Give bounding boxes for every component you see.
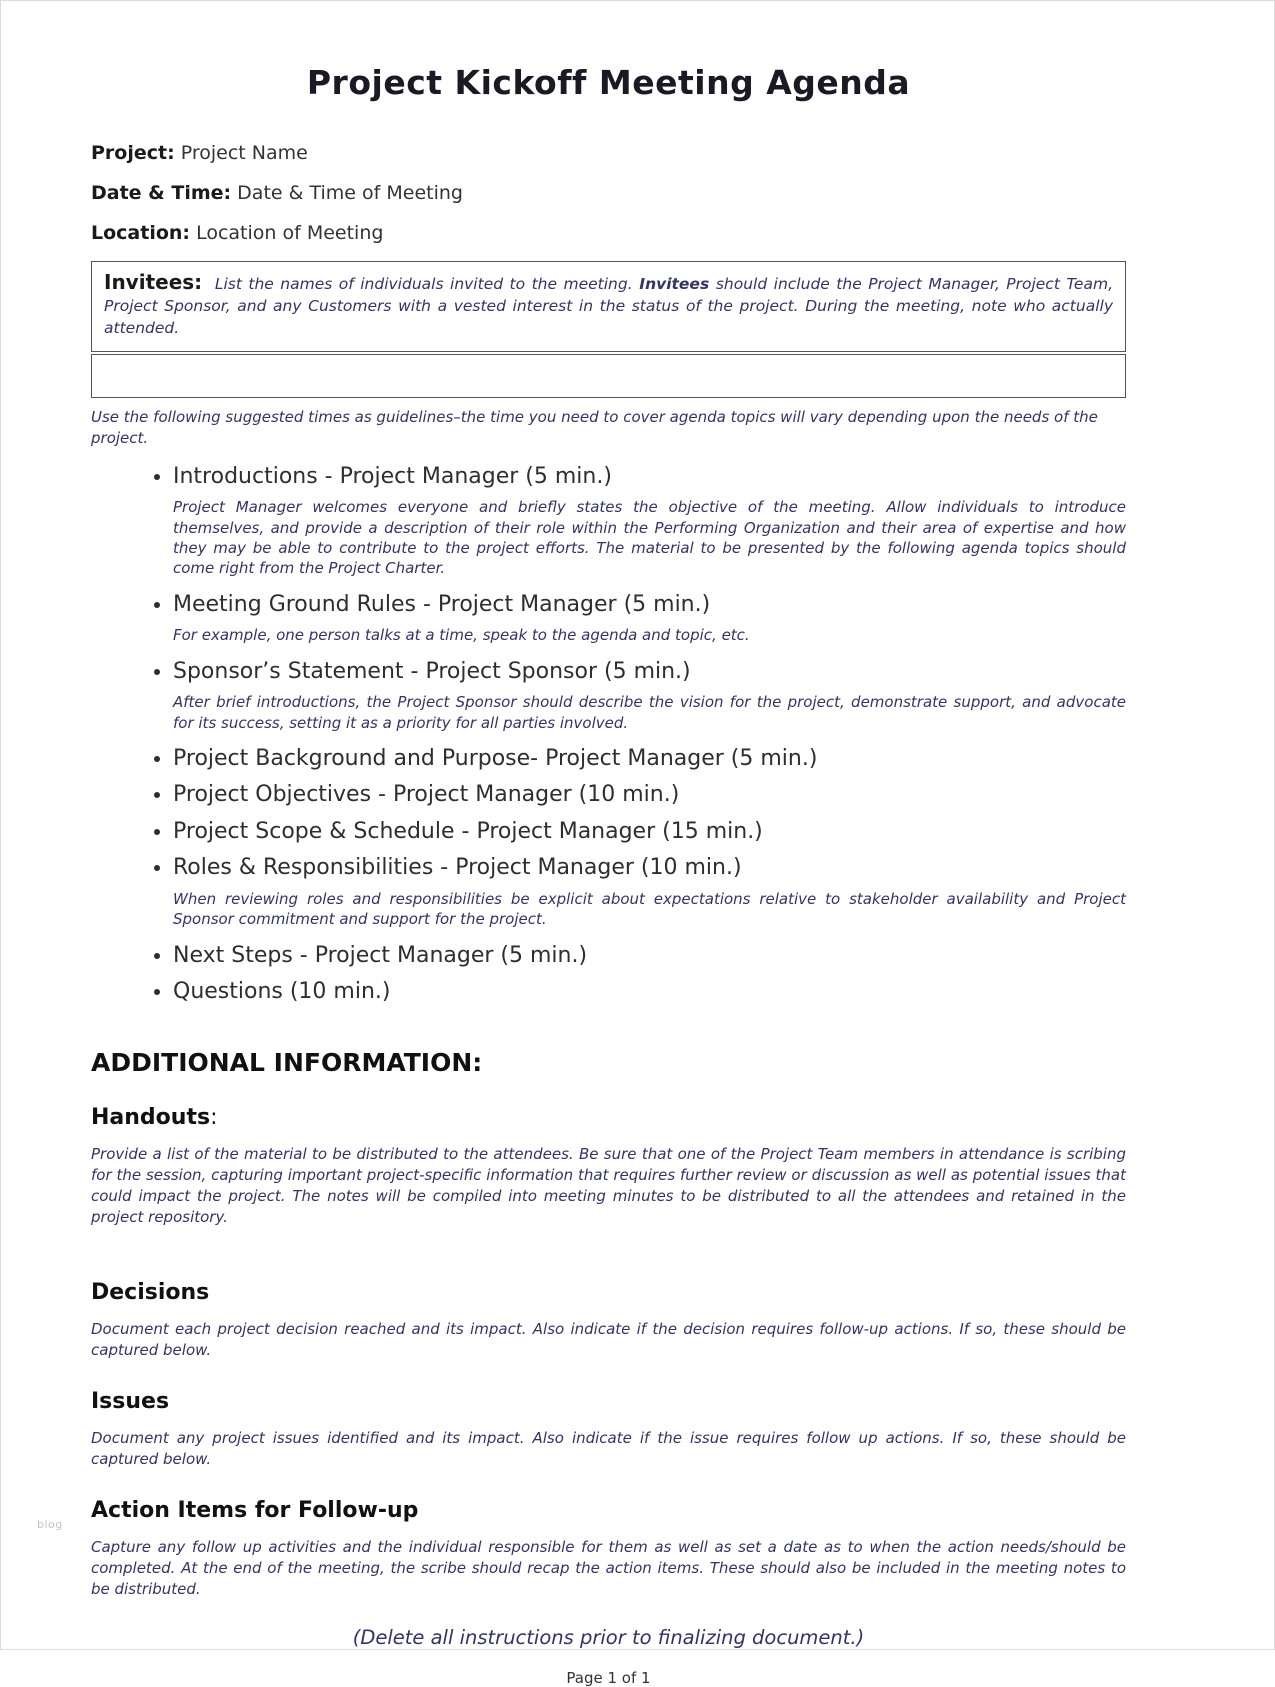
issues-body: Document any project issues identified and its impact. Also indicate if the issue requires follow up actions. If so, these should be captured below. (91, 1428, 1126, 1468)
project-value: Project Name (180, 142, 308, 164)
action-items-body: Capture any follow up activities and the individual responsible for them as well as set a date as to when the action needs/should be completed. At the end of the meeting, the scribe should recap the action items. These should also be included in the meeting notes to be distributed. (91, 1537, 1126, 1598)
decisions-heading: Decisions (91, 1279, 210, 1305)
agenda-item (173, 745, 1126, 773)
project-line (91, 142, 1126, 166)
agenda-item-title: • Next Steps - Project Manager (5 min.) (173, 942, 588, 968)
document-content (91, 1, 1126, 1687)
agenda-item-title: • Project Scope & Schedule - Project Manager (15 min.) (173, 818, 763, 844)
handouts-body: Provide a list of the material to be distributed to the attendees. Be sure that one of the Project Team members in attendance is scribing for the session, capturing important project-specific information that requires further review or discussion as well as potential issues that could impact the project. The notes will be compiled into meeting minutes to be distributed to all the attendees and retained in the project repository. (91, 1144, 1126, 1226)
attendees-entry-box (91, 354, 1126, 398)
agenda-item-title: • Meeting Ground Rules - Project Manager (5 min.) (173, 591, 711, 617)
location-label: Location: (91, 221, 191, 244)
invitees-text-after: should include the Project Manager, Project Team, Project Sponsor, and any Customers with a vested interest in the status of the project. During the meeting, note who actually attended. (104, 275, 1113, 337)
invitees-bold-word: Invitees (639, 275, 710, 294)
agenda-item (173, 463, 1126, 579)
agenda-item (173, 942, 1126, 970)
agenda-item-title: • Sponsor’s Statement - Project Sponsor (5 min.) (173, 658, 691, 684)
guidelines-note: Use the following suggested times as guidelines–the time you need to cover agenda topics will vary depending upon the needs of the project. (91, 408, 1098, 447)
agenda-item-note: For example, one person talks at a time, speak to the agenda and topic, etc. (173, 626, 750, 645)
agenda-item (173, 854, 1126, 929)
agenda-list (91, 463, 1126, 1006)
datetime-label: Date & Time: (91, 181, 232, 204)
location-line (91, 222, 1126, 246)
invitees-text-before: List the names of individuals invited to the meeting. (214, 275, 633, 294)
delete-instructions-note: (Delete all instructions prior to finalizing document.) (352, 1625, 865, 1649)
location-value: Location of Meeting (196, 221, 384, 244)
agenda-item (173, 658, 1126, 733)
agenda-item-title: • Introductions - Project Manager (5 min.) (173, 463, 612, 489)
invitees-box (91, 261, 1126, 352)
agenda-item-note: After brief introductions, the Project Sponsor should describe the vision for the project, demonstrate support, and advocate for its success, setting it as a priority for all parties involved. (173, 693, 1126, 732)
page-title: Project Kickoff Meeting Agenda (306, 63, 911, 102)
project-label: Project: (91, 142, 175, 164)
handouts-heading (91, 1105, 1126, 1130)
agenda-item-note: When reviewing roles and responsibilities be explicit about expectations relative to stakeholder availability and Project Sponsor commitment and support for the project. (173, 889, 1126, 929)
agenda-item-note: Project Manager welcomes everyone and briefly states the objective of the meeting. Allow individuals to introduce themselves, and provide a description of their role within the Performing Organization and their area of expertise and how they may be able to contribute to the project efforts. The material to be presented by the following agenda topics should come right from the Project Charter. (173, 498, 1126, 578)
action-items-heading: Action Items for Follow-up (91, 1497, 419, 1523)
agenda-item (173, 818, 1126, 846)
datetime-value: Date & Time of Meeting (237, 181, 463, 204)
additional-information-heading: ADDITIONAL INFORMATION: (91, 1047, 483, 1077)
agenda-item (173, 591, 1126, 646)
page-number: Page 1 of 1 (566, 1668, 651, 1687)
datetime-line (91, 182, 1126, 206)
agenda-item-title: • Roles & Responsibilities - Project Manager (10 min.) (173, 855, 742, 881)
issues-heading: Issues (91, 1388, 170, 1414)
handouts-heading-suffix: : (210, 1104, 218, 1130)
agenda-item-title: • Project Objectives - Project Manager (10 min.) (173, 782, 680, 808)
blog-watermark: blog (37, 1518, 63, 1531)
handouts-heading-text: Handouts (91, 1104, 211, 1130)
agenda-item (173, 781, 1126, 809)
agenda-item-title: • Questions (10 min.) (173, 979, 391, 1005)
agenda-item (173, 978, 1126, 1006)
invitees-label: Invitees: (104, 270, 203, 295)
decisions-body: Document each project decision reached and its impact. Also indicate if the decision requires follow-up actions. If so, these should be captured below. (91, 1319, 1126, 1359)
agenda-item-title: • Project Background and Purpose- Project Manager (5 min.) (173, 745, 818, 771)
